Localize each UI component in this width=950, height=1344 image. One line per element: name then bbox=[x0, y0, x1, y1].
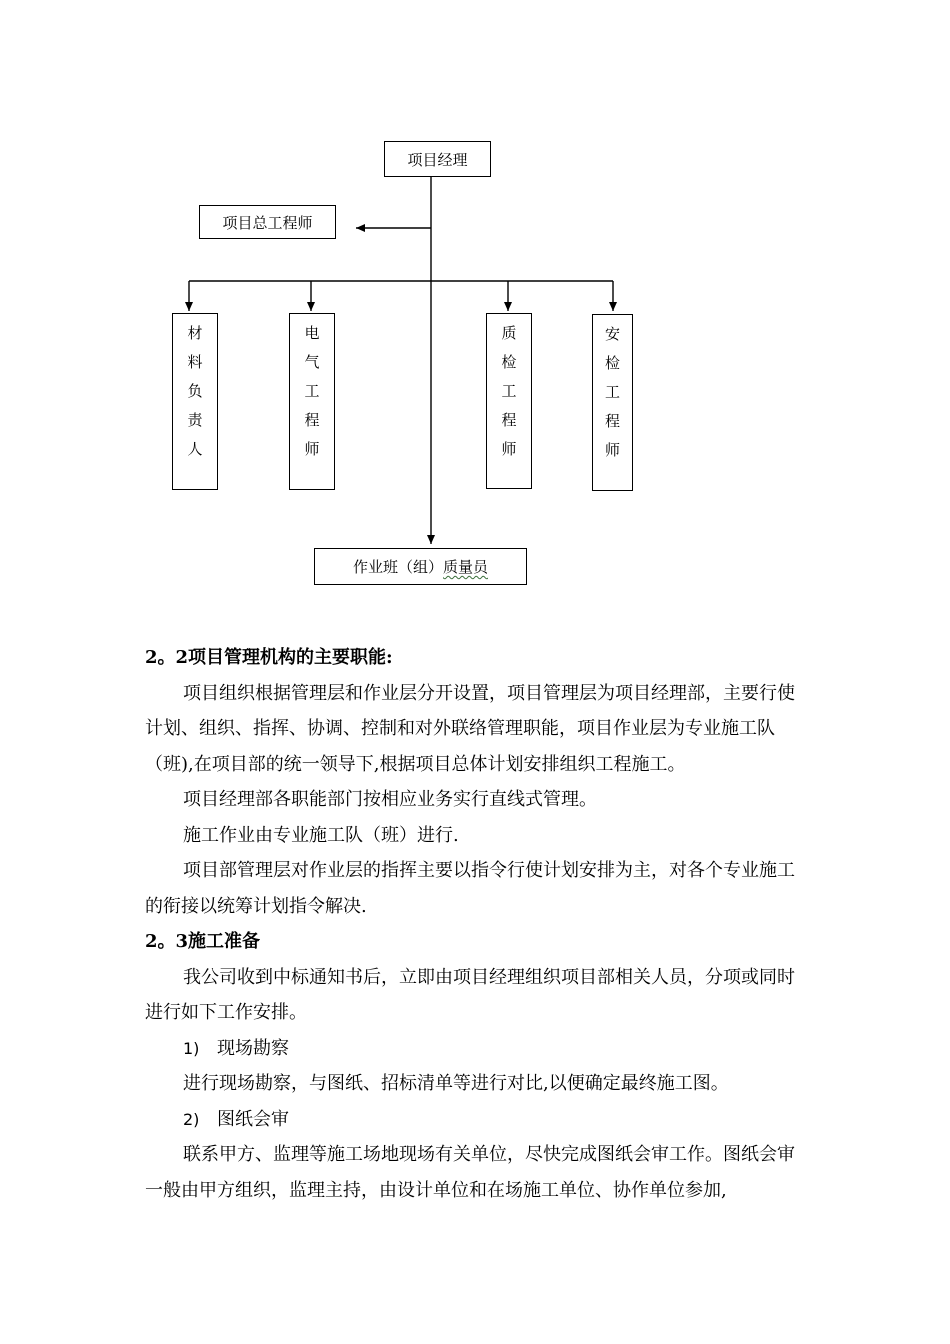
dept-char: 质 bbox=[501, 324, 517, 342]
dept-char: 气 bbox=[304, 353, 320, 371]
dept-char: 工 bbox=[304, 382, 320, 400]
list-item-2-label: 图纸会审 bbox=[217, 1108, 289, 1130]
section-2-2-paragraph-4: 项目部管理层对作业层的指挥主要以指令行使计划安排为主，对各个专业施工的衔接以统筹计划指令解决. bbox=[145, 860, 795, 917]
dept-char: 师 bbox=[501, 440, 517, 458]
team-quality-label bbox=[353, 556, 488, 577]
list-item-1 bbox=[145, 1031, 810, 1067]
team-quality-box bbox=[314, 548, 527, 585]
team-quality-prefix: 作业班（组） bbox=[352, 558, 443, 576]
section-2-2-paragraph-3: 施工作业由专业施工队（班）进行. bbox=[183, 824, 459, 846]
list-item-1-number: 1) bbox=[183, 1038, 200, 1058]
dept-char: 责 bbox=[187, 411, 203, 429]
project-manager-box bbox=[384, 141, 491, 177]
list-item-1-label: 现场勘察 bbox=[217, 1037, 289, 1059]
section-2-3-paragraph-1: 我公司收到中标通知书后，立即由项目经理组织项目部相关人员，分项或同时进行如下工作安排。 bbox=[145, 966, 795, 1023]
dept-char: 工 bbox=[604, 383, 620, 401]
section-2-3-heading: 2。3施工准备 bbox=[145, 931, 261, 952]
org-chart bbox=[0, 0, 950, 620]
dept-char: 安 bbox=[604, 325, 620, 343]
section-2-2-heading: 2。2项目管理机构的主要职能: bbox=[145, 647, 393, 668]
section-2-2-paragraph-1: 项目组织根据管理层和作业层分开设置，项目管理层为项目经理部，主要行使计划、组织、指挥、协调、控制和对外联络管理职能，项目作业层为专业施工队（班),在项目部的统一领导下,根据项目总体计划安排组织工程施工。 bbox=[145, 682, 795, 775]
chief-engineer-box bbox=[199, 205, 336, 239]
dept-char: 程 bbox=[304, 411, 320, 429]
dept-char: 程 bbox=[501, 411, 517, 429]
dept-char: 人 bbox=[187, 440, 203, 458]
list-item-2 bbox=[145, 1102, 810, 1138]
list-item-2-number: 2) bbox=[183, 1109, 200, 1129]
team-quality-underlined: 质量员 bbox=[443, 558, 489, 576]
list-item-1-text: 进行现场勘察，与图纸、招标清单等进行对比,以便确定最终施工图。 bbox=[183, 1073, 729, 1094]
dept-char: 料 bbox=[187, 353, 203, 371]
list-item-2-text: 联系甲方、监理等施工场地现场有关单位，尽快完成图纸会审工作。图纸会审一般由甲方组织，监理主持，由设计单位和在场施工单位、协作单位参加, bbox=[145, 1144, 795, 1201]
dept-box-quality bbox=[486, 313, 532, 489]
dept-char: 程 bbox=[604, 412, 620, 430]
dept-char: 师 bbox=[304, 440, 320, 458]
dept-char: 电 bbox=[304, 324, 320, 342]
dept-char: 工 bbox=[501, 382, 517, 400]
section-2-2-paragraph-2: 项目经理部各职能部门按相应业务实行直线式管理。 bbox=[183, 789, 597, 810]
dept-char: 检 bbox=[604, 354, 620, 372]
dept-char: 材 bbox=[187, 324, 203, 342]
dept-char: 检 bbox=[501, 353, 517, 371]
document-body bbox=[145, 640, 810, 1208]
dept-char: 师 bbox=[604, 441, 620, 459]
dept-char: 负 bbox=[187, 382, 203, 400]
chief-engineer-label: 项目总工程师 bbox=[222, 213, 313, 232]
org-chart-connectors bbox=[0, 0, 950, 620]
project-manager-label: 项目经理 bbox=[407, 150, 468, 169]
dept-box-safety bbox=[592, 314, 633, 491]
dept-box-materials bbox=[172, 313, 218, 490]
dept-box-electrical bbox=[289, 313, 335, 490]
